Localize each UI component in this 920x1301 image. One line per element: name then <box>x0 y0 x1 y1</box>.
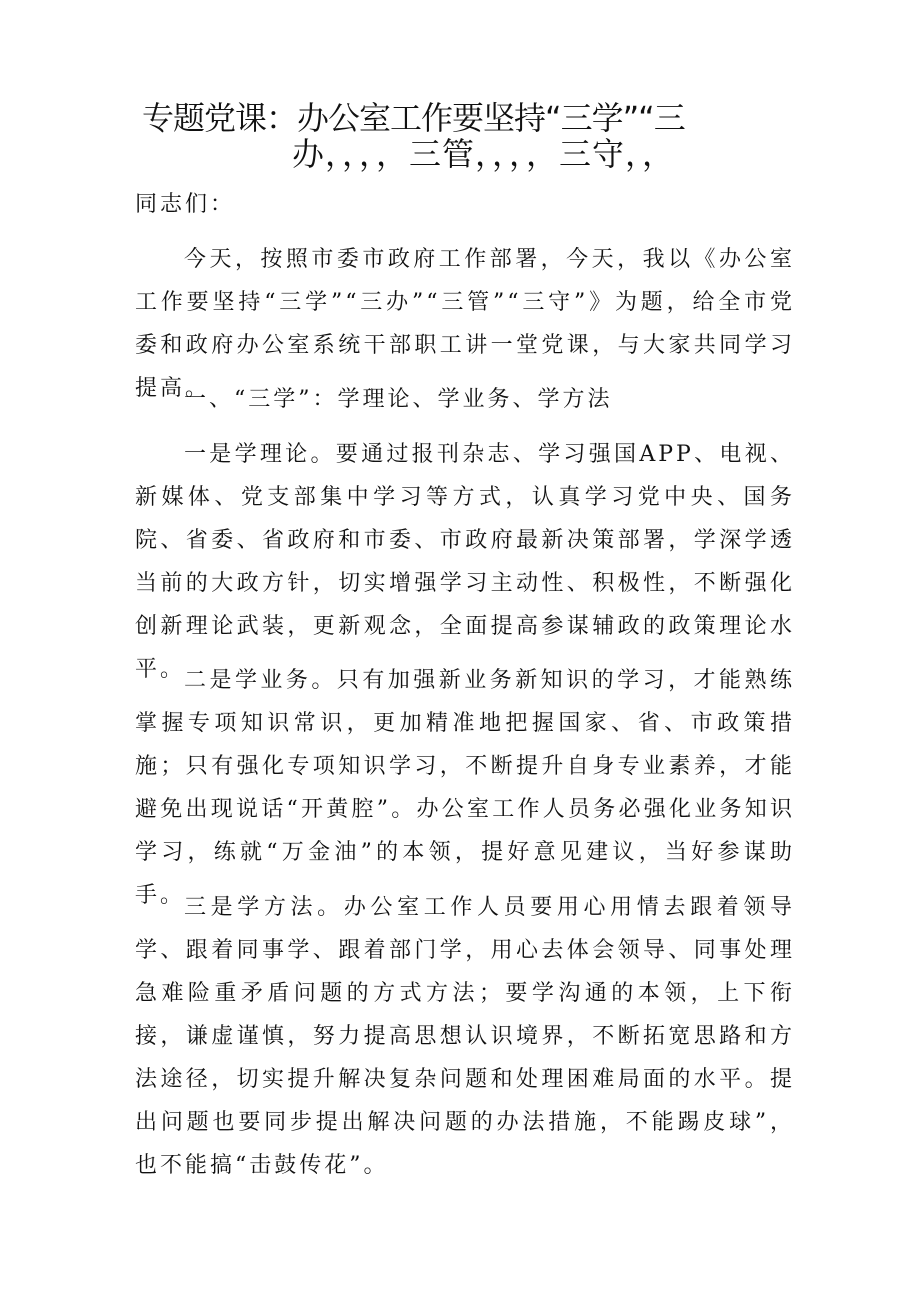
document-title <box>120 100 800 172</box>
paragraph-study-business: 二是学业务。只有加强新业务新知识的学习，才能熟练掌握专项知识常识，更加精准地把握国家、省、市政策措施；只有强化专项知识学习，不断提升自身专业素养，才能避免出现说话“开黄腔”。办公室工作人员务必强化业务知识学习，练就“万金油”的本领，提好意见建议，当好参谋助手。 <box>135 668 795 908</box>
title-line-2: 办，，，，三管，，，，三守，， <box>292 135 676 173</box>
salutation: 同志们： <box>135 192 236 217</box>
title-line-1: 专题党课：办公室工作要坚持“三学”“三 <box>142 99 685 137</box>
section-heading: 一、“三学”：学理论、学业务、学方法 <box>184 387 613 412</box>
paragraph-intro: 今天，按照市委市政府工作部署，今天，我以《办公室工作要坚持“三学”“三办”“三管”“三守”》为题，给全市党委和政府办公室系统干部职工讲一堂党课，与大家共同学习提高。 <box>135 247 795 401</box>
paragraph-study-methods: 三是学方法。办公室工作人员要用心用情去跟着领导学、跟着同事学、跟着部门学，用心去体会领导、同事处理急难险重矛盾问题的方式方法；要学沟通的本领，上下衔接，谦虚谨慎，努力提高思想认识境界，不断拓宽思路和方法途径，切实提升解决复杂问题和处理困难局面的水平。提出问题也要同步提出解决问题的办法措施，不能踢皮球”，也不能搞“击鼓传花”。 <box>135 895 795 1178</box>
paragraph-study-theory: 一是学理论。要通过报刊杂志、学习强国APP、电视、新媒体、党支部集中学习等方式，认真学习党中央、国务院、省委、省政府和市委、市政府最新决策部署，学深学透当前的大政方针，切实增强学习主动性、积极性，不断强化创新理论武装，更新观念，全面提高参谋辅政的政策理论水平。 <box>135 442 795 682</box>
